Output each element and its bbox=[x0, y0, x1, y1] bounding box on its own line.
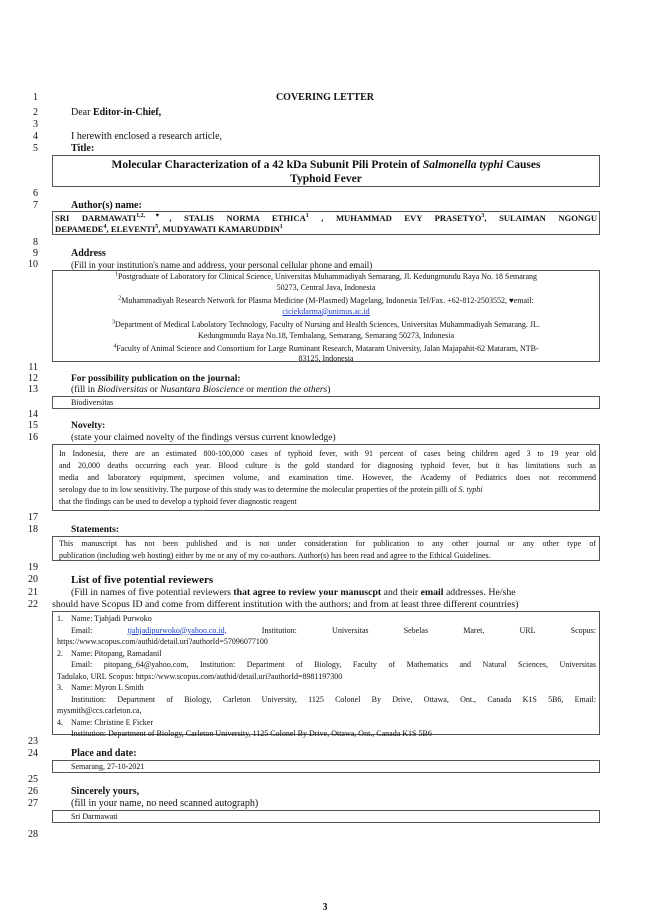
novelty-box bbox=[52, 444, 600, 511]
line-number: 27 bbox=[28, 798, 38, 809]
line-number: 13 bbox=[28, 384, 38, 395]
title-line-1 bbox=[53, 158, 599, 172]
affiliation-number: 3 bbox=[112, 319, 116, 326]
place-date-value: Semarang, 27-10-2021 bbox=[71, 762, 145, 771]
institution-word: Universitas bbox=[332, 625, 369, 635]
reviewer-name: Name: Myron L Smith bbox=[71, 683, 144, 692]
institution-word: Sebelas bbox=[403, 625, 429, 635]
corresponding-email-link[interactable]: ciciekdarma@unimus.ac.id bbox=[282, 306, 370, 316]
reviewer-1-email-row bbox=[57, 625, 596, 637]
statements-line: This manuscript has not been published and is not under consideration for publication to any other journal or any other type of bbox=[59, 539, 596, 548]
reviewer-1-scopus-link[interactable]: https://www.scopus.com/authid/detail.uri?authorId=57096077100 bbox=[57, 637, 268, 646]
greeting bbox=[71, 107, 161, 119]
author-separator: , bbox=[308, 213, 336, 223]
reviewer-number: 3. bbox=[57, 683, 63, 692]
author-separator: , bbox=[484, 213, 500, 223]
author-affiliation: 1,2,♥ bbox=[136, 213, 170, 220]
reviewer-4 bbox=[57, 717, 596, 729]
hint-emphasis: email bbox=[420, 587, 444, 598]
reviewer-4-details: Institution: Department of Biology, Carleton University, 1125 Colonel By Drive, Ottawa, Ont., Canada K1S 5B6 bbox=[71, 729, 432, 738]
line-number: 11 bbox=[28, 362, 38, 373]
hint-journal-3: mention the others bbox=[256, 385, 328, 395]
line-number: 8 bbox=[33, 237, 38, 248]
hint-text: addresses. He/she bbox=[443, 587, 516, 598]
address-text: Muhammadiyah Research Network for Plasma Medicine (M-Plasmed) Magelang, Indonesia Tel/Fax. +62-812-2503552, ♥email: bbox=[121, 296, 534, 306]
line-number: 2 bbox=[33, 107, 38, 118]
reviewer-name: Name: Pitopang, Ramadanil bbox=[71, 648, 162, 658]
reviewer-2-details: Email: pitopang_64@yahoo.com, Institution: Department of Biology, Faculty of Mathematics and Natural Sciences, Universitas bbox=[71, 660, 596, 669]
hint-journal-1: Biodiversitas bbox=[97, 385, 148, 395]
line-number: 4 bbox=[33, 131, 38, 142]
address-2-email bbox=[53, 307, 599, 318]
statements-label: Statements: bbox=[71, 525, 120, 535]
journal-value: Biodiversitas bbox=[71, 398, 114, 407]
title-text-b: Causes bbox=[503, 159, 541, 171]
author-name: MUHAMMAD EVY PRASETYO bbox=[335, 213, 482, 223]
reviewer-1 bbox=[57, 613, 596, 625]
novelty-text: serology due to its low sensitivity. The purpose of this study was to determine the molecular properties of the protein pilli of bbox=[59, 485, 457, 494]
place-date-box bbox=[52, 760, 600, 773]
line-number: 20 bbox=[28, 574, 38, 585]
title-text-a: Molecular Characterization of a 42 kDa Subunit Pili Protein of bbox=[111, 159, 423, 171]
title-line-2: Typhoid Fever bbox=[290, 173, 362, 185]
novelty-line: and 20,000 deaths occurring each year. Blood culture is the gold standard for diagnosing typhoid fever, but it has limitations such as bbox=[59, 461, 596, 470]
novelty-organism: S. typhi bbox=[458, 485, 483, 494]
line-number: 6 bbox=[33, 188, 38, 199]
document-heading: COVERING LETTER bbox=[275, 92, 375, 103]
journal-hint bbox=[71, 384, 330, 396]
reviewer-3-details: Institution: Department of Biology, Carleton University, 1125 Colonel By Drive, Ottawa, Ont., Canada K1S 5B6, Email: bbox=[71, 694, 596, 704]
line-number: 22 bbox=[28, 599, 38, 610]
address-text: Department of Medical Labolatory Technology, Faculty of Nursing and Health Sciences, Universitas Muhammadiyah Semarang. JL. bbox=[115, 320, 540, 330]
title-organism: Salmonella typhi bbox=[422, 159, 504, 171]
author-name: STALIS NORMA ETHICA bbox=[184, 213, 306, 223]
affiliation-number: 2 bbox=[118, 295, 122, 302]
hint-text: (Fill in names of five potential reviewers bbox=[71, 587, 234, 598]
reviewers-box bbox=[52, 611, 600, 738]
author-name: ELEVENTI bbox=[110, 224, 156, 234]
novelty-line-4 bbox=[59, 484, 596, 496]
line-number: 15 bbox=[28, 420, 38, 431]
address-hint: (Fill in your institution's name and address, your personal cellular phone and email) bbox=[71, 260, 373, 270]
affiliation-number: 1 bbox=[114, 271, 118, 278]
place-date-label: Place and date: bbox=[71, 748, 137, 759]
reviewers-label: List of five potential reviewers bbox=[71, 574, 214, 586]
novelty-line: media and laboratory equipment, specimen volume, and examination time. However, the Academy of Pediatrics does not recommend bbox=[59, 473, 596, 482]
authors-box bbox=[52, 211, 600, 235]
novelty-line: In Indonesia, there are an estimated 800-100,000 cases of typhoid fever, with 91 percent of cases being children aged 3 to 19 year old bbox=[59, 449, 596, 458]
author-separator: , bbox=[169, 213, 185, 223]
address-text: Postgraduate of Laboratory for Clinical Science, Universitas Muhammadiyah Semarang, Jl. Kedungmundu Raya No. 18 Semarang bbox=[117, 272, 537, 281]
hint-text: or bbox=[243, 385, 257, 395]
line-number: 26 bbox=[28, 786, 38, 797]
authors-line-2: DEPAMEDE$^4$, ELEVENTI$^5$, MUDYAWATI KAMARUDDIN$^1$ bbox=[55, 224, 283, 234]
line-number: 10 bbox=[28, 259, 38, 270]
address-1-cont: 50273, Central Java, Indonesia bbox=[276, 282, 376, 292]
author-name: MUDYAWATI KAMARUDDIN bbox=[162, 224, 280, 234]
signature-box bbox=[52, 810, 600, 823]
authors-line-1: SRI $DARMAWATI^{1,2,♥}$, STALIS NORMA ETHICA$^1$ , MUHAMMAD EVY PRASETYO$^3$, SULAIMAN NGONGU bbox=[55, 213, 598, 223]
author-name: SRI DARMAWATI bbox=[55, 213, 137, 223]
author-affiliation: 1 bbox=[279, 224, 283, 231]
journal-box bbox=[52, 396, 600, 409]
authors-label: Author(s) name: bbox=[71, 200, 142, 211]
author-separator: , bbox=[158, 224, 163, 234]
author-affiliation: 5 bbox=[155, 224, 159, 231]
line-number: 23 bbox=[28, 736, 38, 747]
reviewer-3-details-cont: mysmith@ccs.carleton.ca, bbox=[57, 706, 142, 715]
address-1 bbox=[53, 272, 599, 283]
scopus-label: Scopus: bbox=[570, 625, 596, 635]
line-number: 3 bbox=[33, 119, 38, 130]
line-number: 5 bbox=[33, 143, 38, 154]
hint-text: (fill in bbox=[71, 385, 98, 395]
greeting-name: Editor-in-Chief, bbox=[92, 107, 162, 118]
reviewer-name: Name: Christine E Ficker bbox=[71, 717, 153, 727]
address-3-cont: Kedungmundu Raya No.18, Tembalang, Semarang, Semarang 50273, Indonesia bbox=[197, 330, 455, 340]
statements-box bbox=[52, 536, 600, 561]
address-4-cont: 83125, Indonesia bbox=[298, 354, 354, 364]
address-2 bbox=[53, 296, 599, 307]
reviewer-number: 4. bbox=[57, 717, 63, 727]
line-number: 7 bbox=[33, 200, 38, 211]
title-box bbox=[52, 155, 600, 187]
author-affiliation: 3 bbox=[481, 213, 485, 220]
url-label: URL bbox=[519, 625, 536, 635]
novelty-hint: (state your claimed novelty of the findings versus current knowledge) bbox=[71, 433, 336, 443]
journal-label: For possibility publication on the journal: bbox=[71, 374, 241, 384]
novelty-label: Novelty: bbox=[71, 421, 106, 431]
enclosed-text: I herewith enclosed a research article, bbox=[71, 131, 223, 142]
address-box bbox=[52, 270, 600, 362]
institution-word: Maret, bbox=[463, 625, 485, 635]
line-number: 25 bbox=[28, 774, 38, 785]
line-number: 16 bbox=[28, 432, 38, 443]
email-label: Email: bbox=[71, 625, 93, 635]
affiliation-number: 4 bbox=[113, 342, 117, 349]
author-affiliation: 4 bbox=[103, 224, 107, 231]
line-number: 19 bbox=[28, 562, 38, 573]
hint-text: or bbox=[147, 385, 161, 395]
hint-emphasis: that agree to review your manuscpt bbox=[233, 587, 382, 598]
reviewer-1-email-link[interactable]: tjahjadipurwoko@yahoo.co.id, bbox=[127, 625, 227, 635]
hint-text: ) bbox=[327, 385, 331, 395]
address-text: Faculty of Animal Science and Consortium for Large Ruminant Research, Mataram University, Jalan Majapahit-62 Mataram, NTB- bbox=[116, 343, 539, 353]
line-number: 1 bbox=[33, 92, 38, 103]
sincerely-hint: (fill in your name, no need scanned autograph) bbox=[71, 798, 259, 809]
statements-line: publication (including web hosting) either by me or any of my co-authors. Author(s) has been read and agree to the Ethical Guidelines. bbox=[59, 550, 491, 560]
reviewer-2 bbox=[57, 648, 596, 660]
reviewer-number: 1. bbox=[57, 614, 63, 623]
institution-label: Institution: bbox=[261, 625, 297, 635]
author-separator: , bbox=[106, 224, 111, 234]
line-number: 21 bbox=[28, 587, 38, 598]
title-label: Title: bbox=[71, 143, 95, 154]
line-number: 18 bbox=[28, 524, 38, 535]
line-number: 28 bbox=[28, 829, 38, 840]
reviewers-hint-line-1 bbox=[71, 587, 516, 599]
signature-name: Sri Darmawati bbox=[71, 812, 118, 821]
hint-journal-2: Nusantara Bioscience bbox=[160, 385, 244, 395]
line-number: 24 bbox=[28, 748, 38, 759]
address-3 bbox=[53, 320, 599, 331]
greeting-prefix: Dear bbox=[71, 107, 93, 118]
author-affiliation: 1 bbox=[305, 213, 309, 220]
page-number: 3 bbox=[322, 902, 328, 913]
reviewer-3 bbox=[57, 682, 596, 694]
line-number: 9 bbox=[33, 248, 38, 259]
reviewer-name: Name: Tjahjadi Purwoko bbox=[71, 614, 152, 623]
reviewer-2-details-cont: Tadulako, URL Scopus: https://www.scopus.com/authid/detail.uri?authorId=8981197300 bbox=[57, 671, 343, 681]
hint-text: and their bbox=[381, 587, 421, 598]
sincerely-label: Sincerely yours, bbox=[71, 786, 140, 797]
novelty-line: that the findings can be used to develop a typhoid fever diagnostic reagent bbox=[59, 497, 297, 506]
reviewer-number: 2. bbox=[57, 648, 63, 658]
reviewers-hint-line-2: should have Scopus ID and come from different institution with the authors; and from at least three different countries) bbox=[52, 599, 519, 610]
line-number: 17 bbox=[28, 512, 38, 523]
line-number: 14 bbox=[28, 409, 38, 420]
line-number: 12 bbox=[28, 373, 38, 384]
address-label: Address bbox=[71, 248, 106, 259]
address-4 bbox=[53, 344, 599, 355]
